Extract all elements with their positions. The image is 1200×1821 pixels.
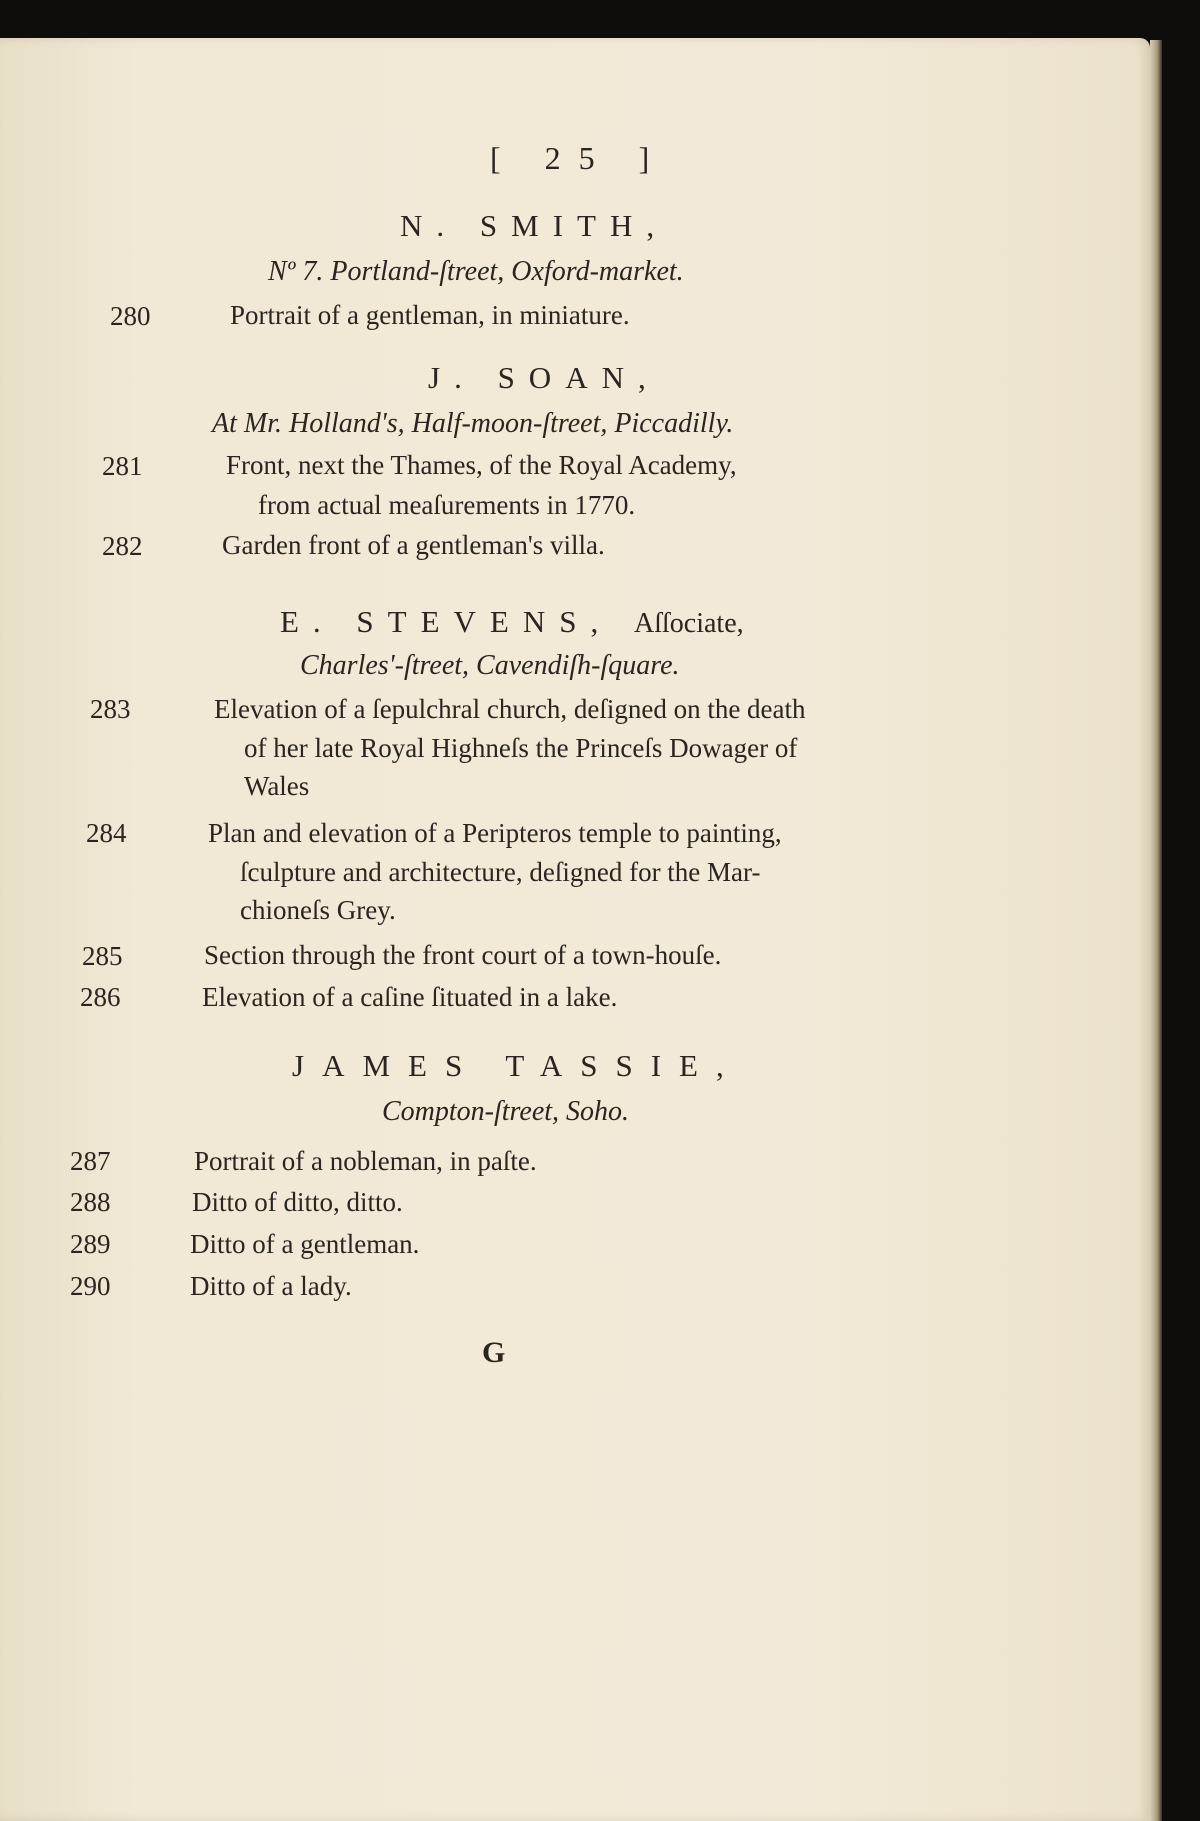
artist-role: Aſſociate,	[634, 608, 744, 639]
artist-name-soan: J. SOAN,	[428, 360, 660, 395]
entry-text: Portrait of a gentleman, in miniature.	[230, 300, 630, 330]
entry-text-continued: chioneſs Grey.	[240, 895, 396, 925]
page-number: [ 25 ]	[490, 140, 668, 176]
artist-address-smith: Nº 7. Portland-ſtreet, Oxford-market.	[268, 256, 684, 287]
entry-text-continued: from actual meaſurements in 1770.	[258, 490, 636, 520]
entry-number: 288	[70, 1187, 111, 1217]
entry-text: Garden front of a gentleman's villa.	[222, 530, 605, 560]
entry-number: 285	[82, 941, 123, 971]
entry-text-continued: Wales	[244, 771, 310, 801]
entry-number: 289	[70, 1229, 111, 1259]
entry-text: Ditto of ditto, ditto.	[192, 1187, 403, 1217]
entry-number: 284	[86, 818, 127, 848]
page-edge	[1150, 40, 1162, 1821]
artist-name-tassie: JAMES TASSIE,	[292, 1048, 742, 1083]
entry-number: 283	[90, 694, 131, 724]
entry-text: Plan and elevation of a Peripteros temple to painting,	[208, 818, 782, 848]
artist-address-tassie: Compton-ſtreet, Soho.	[382, 1096, 630, 1127]
entry-number: 286	[80, 982, 121, 1012]
artist-name-stevens	[280, 604, 744, 640]
artist-name-stevens-text: E. STEVENS,	[280, 604, 613, 639]
entry-number: 290	[70, 1271, 111, 1301]
entry-text: Portrait of a nobleman, in paſte.	[194, 1146, 537, 1176]
artist-name-smith: N. SMITH,	[400, 208, 669, 243]
entry-number: 282	[102, 531, 143, 561]
entry-text: Front, next the Thames, of the Royal Academy,	[226, 450, 737, 480]
entry-text: Elevation of a caſine ſituated in a lake.	[202, 982, 618, 1012]
artist-address-soan: At Mr. Holland's, Half-moon-ſtreet, Piccadilly.	[212, 408, 734, 439]
entry-text: Section through the front court of a town-houſe.	[204, 940, 722, 970]
entry-text: Ditto of a lady.	[190, 1271, 352, 1301]
entry-number: 280	[110, 301, 151, 331]
entry-number: 287	[70, 1146, 111, 1176]
signature-mark: G	[482, 1336, 506, 1369]
artist-address-stevens: Charles'-ſtreet, Cavendiſh-ſquare.	[300, 650, 680, 681]
entry-number: 281	[102, 451, 143, 481]
entry-text-continued: of her late Royal Highneſs the Princeſs Dowager of	[244, 733, 798, 763]
entry-text: Elevation of a ſepulchral church, deſigned on the death	[214, 694, 806, 724]
entry-text-continued: ſculpture and architecture, deſigned for the Mar-	[240, 857, 761, 887]
entry-text: Ditto of a gentleman.	[190, 1229, 420, 1259]
